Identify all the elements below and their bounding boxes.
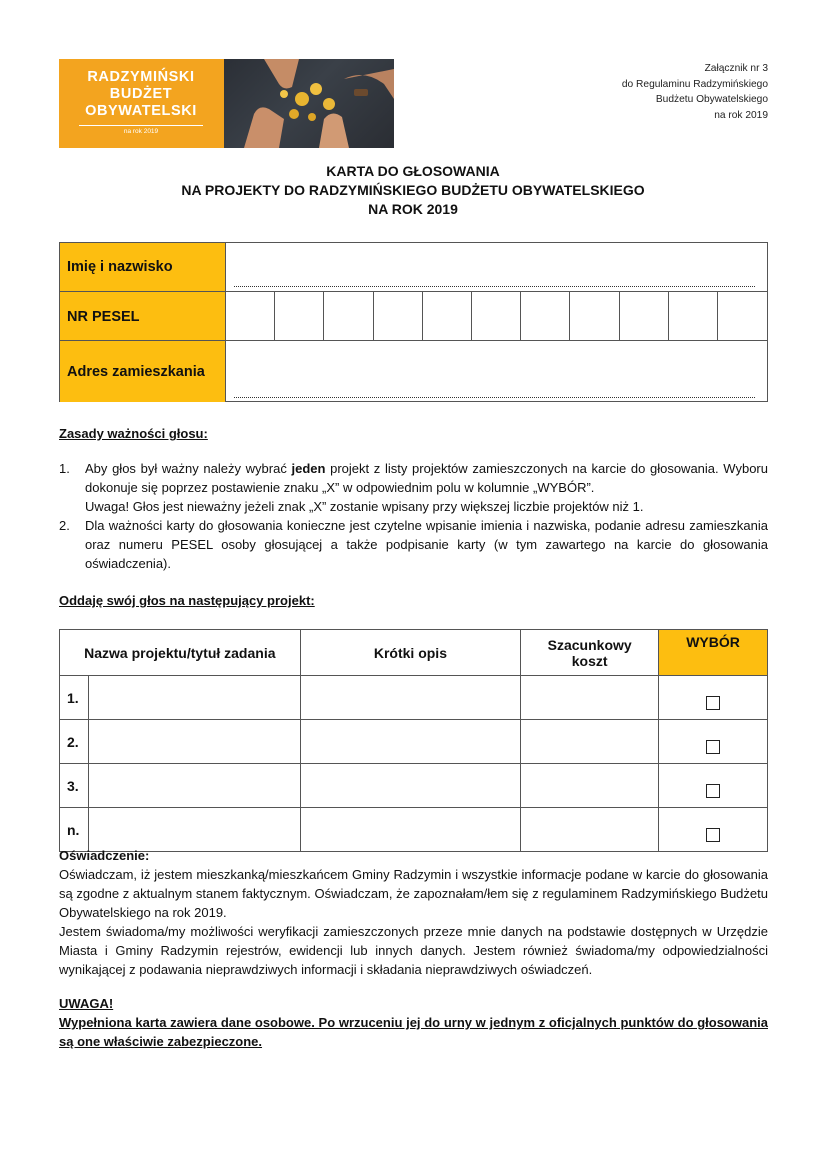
projects-header-row [60,630,768,676]
project-name-cell[interactable] [88,808,300,852]
pesel-digit-cell[interactable] [226,292,275,341]
pesel-label: NR PESEL [60,292,226,341]
address-row [60,340,767,402]
row-number: 1. [60,676,89,720]
col-estimated-cost: Szacunkowy koszt [521,630,659,676]
declaration [59,846,768,979]
project-description-cell[interactable] [300,808,521,852]
project-choice-cell [659,808,768,852]
choice-checkbox[interactable] [706,740,720,754]
rules-heading: Zasady ważności głosu: [59,426,208,441]
choice-checkbox[interactable] [706,696,720,710]
project-cost-cell[interactable] [521,720,659,764]
choice-checkbox[interactable] [706,784,720,798]
project-row [60,764,768,808]
project-name-cell[interactable] [88,720,300,764]
address-label: Adres zamieszkania [60,341,226,402]
col-choice: WYBÓR [659,630,768,676]
project-description-cell[interactable] [300,676,521,720]
name-row [60,243,767,291]
project-row [60,676,768,720]
project-choice-cell [659,764,768,808]
declaration-paragraph: Jestem świadoma/my możliwości weryfikacji zamieszczonych przeze mnie danych na podstawie dostępnych w Urzędzie Miasta i Gminy Radzymin rejestrów, ewidencji lub innych danych. Jestem również świadoma/my odpowiedzialności wynikającej z podawania nieprawdziwych informacji i składania nieprawdziwych oświadczeń. [59,924,768,977]
logo-divider [79,125,203,126]
pesel-digit-cell[interactable] [718,292,767,341]
pesel-digit-cell[interactable] [521,292,570,341]
pesel-digit-cell[interactable] [669,292,718,341]
pesel-digit-cell[interactable] [620,292,669,341]
project-row [60,720,768,764]
col-short-description: Krótki opis [300,630,521,676]
pesel-digit-cell[interactable] [324,292,373,341]
project-choice-cell [659,720,768,764]
address-field[interactable] [234,396,755,398]
attachment-note: Załącznik nr 3 do Regulaminu Radzymińskiego Budżetu Obywatelskiego na rok 2019 [621,63,768,121]
logo-photo [224,59,394,148]
rule-item: 2. Dla ważności karty do głosowania konieczne jest czytelne wpisanie imienia i nazwiska, podanie adresu zamieszkania oraz numeru PESEL osoby głosującej a także podpisanie karty (w tym zawartego na karcie do głosowania oświadczenia). [59,518,768,571]
logo-text: RADZYMIŃSKI BUDŻET OBYWATELSKI [85,69,197,119]
project-description-cell[interactable] [300,764,521,808]
pesel-digit-cell[interactable] [570,292,619,341]
hands-coins-illustration [224,59,394,148]
logo-subtitle: na rok 2019 [123,128,159,135]
pesel-row [60,291,767,341]
logo-banner [59,59,394,148]
project-cost-cell[interactable] [521,808,659,852]
rule-item: 1. Aby głos był ważny należy wybrać jeden projekt z listy projektów zamieszczonych na karcie do głosowania. Wyboru dokonuje się poprzez postawienie znaku „X” w odpowiednim polu w kolumnie „WYBÓR”. Uwaga! Głos jest nieważny jeżeli znak „X” zostanie wpisany przy większej liczbie projektów niż 1. [59,461,768,514]
pesel-digit-cell[interactable] [423,292,472,341]
choice-checkbox[interactable] [706,828,720,842]
name-label: Imię i nazwisko [60,243,226,291]
row-number: 2. [60,720,89,764]
declaration-heading: Oświadczenie: [59,848,150,863]
personal-data-table [59,242,768,402]
warning-text: Wypełniona karta zawiera dane osobowe. Po wrzuceniu jej do urny w jednym z oficjalnych punktów do głosowania są one właściwie zabezpieczone. [59,1015,768,1049]
projects-table [59,629,768,852]
row-number: n. [60,808,89,852]
project-name-cell[interactable] [88,676,300,720]
pesel-digit-cell[interactable] [275,292,324,341]
project-row [60,808,768,852]
name-field[interactable] [234,285,755,287]
project-name-cell[interactable] [88,764,300,808]
project-cost-cell[interactable] [521,764,659,808]
row-number: 3. [60,764,89,808]
warning-heading: UWAGA! [59,996,114,1011]
col-project-name: Nazwa projektu/tytuł zadania [60,630,301,676]
project-description-cell[interactable] [300,720,521,764]
project-choice-cell [659,676,768,720]
warning [59,994,768,1051]
rules-list [59,459,768,573]
page-title: KARTA DO GŁOSOWANIA NA PROJEKTY DO RADZYMIŃSKIEGO BUDŻETU OBYWATELSKIEGO NA ROK 2019 [181,163,645,217]
pesel-digit-cell[interactable] [472,292,521,341]
vote-heading: Oddaję swój głos na następujący projekt: [59,593,315,608]
pesel-digit-cell[interactable] [374,292,423,341]
project-cost-cell[interactable] [521,676,659,720]
declaration-paragraph: Oświadczam, iż jestem mieszkanką/mieszkańcem Gminy Radzymin i wszystkie informacje podane w karcie do głosowania są zgodne z aktualnym stanem faktycznym. Oświadczam, że zapoznałam/łem się z regulaminem Radzymińskiego Budżetu Obywatelskiego na rok 2019. [59,867,768,920]
